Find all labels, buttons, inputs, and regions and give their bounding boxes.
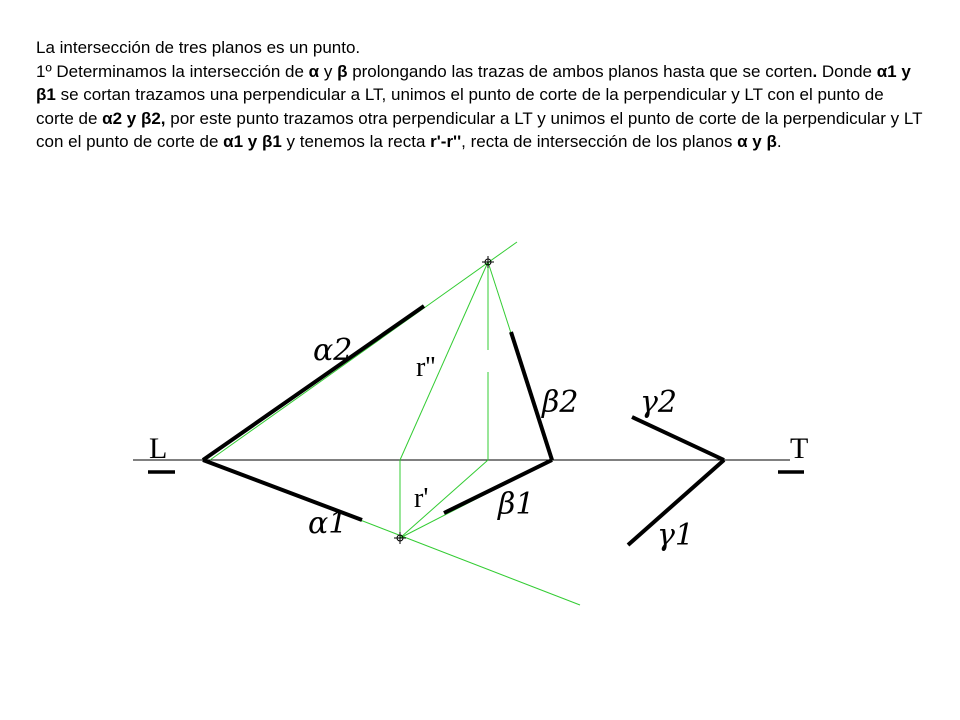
label-gamma2: γ2: [640, 385, 678, 420]
alpha-symbol: α: [308, 61, 320, 81]
text-segment: por este punto trazamos otra perpendicular a LT y unimos el punto de corte de la perpendicular y LT con el punto de corte de: [36, 108, 923, 151]
label-alpha2: α2: [313, 333, 353, 368]
label-l: L: [149, 432, 168, 465]
text-segment: se cortan trazamos una perpendicular a LT, unimos el punto de corte de la perpendicular y LT con el punto de corte de: [36, 85, 884, 128]
alpha1-beta1-ref: α1 y β1: [36, 61, 911, 104]
text-segment: y tenemos la recta: [281, 132, 431, 151]
intro-text: La intersección de tres planos es un punto.: [36, 38, 361, 57]
label-gamma1: γ1: [657, 518, 695, 553]
text-segment: Donde: [817, 61, 877, 81]
beta-symbol: β: [337, 61, 348, 81]
line-r-ref: r'-r'': [430, 132, 462, 151]
planes-ref: α y β: [737, 132, 777, 151]
text-segment: .: [776, 132, 782, 151]
text-segment: 1º Determinamos la intersección de: [36, 61, 309, 81]
label-t: T: [790, 432, 809, 465]
text-segment: y: [319, 61, 338, 81]
alpha2-trace: [203, 306, 424, 460]
label-beta2: β2: [542, 385, 579, 420]
alpha2-beta2-ref: α2 y β2,: [102, 108, 166, 128]
alpha1-beta1-ref: α1 y β1: [223, 132, 282, 151]
label-beta1: β1: [498, 487, 535, 522]
label-alpha1: α1: [308, 506, 348, 541]
point-alpha2-beta2-marker: [482, 256, 494, 268]
text-segment: , recta de intersección de los planos: [461, 132, 738, 151]
label-r-prime: r': [414, 483, 429, 514]
gamma2-trace: [632, 417, 724, 460]
alpha2-extension: [210, 242, 517, 460]
text-segment: .: [812, 61, 818, 81]
text-segment: prolongando las trazas de ambos planos hasta que se corten: [347, 61, 813, 81]
label-r-double-prime: r'': [416, 352, 436, 383]
line-r-double-prime: [400, 262, 488, 460]
